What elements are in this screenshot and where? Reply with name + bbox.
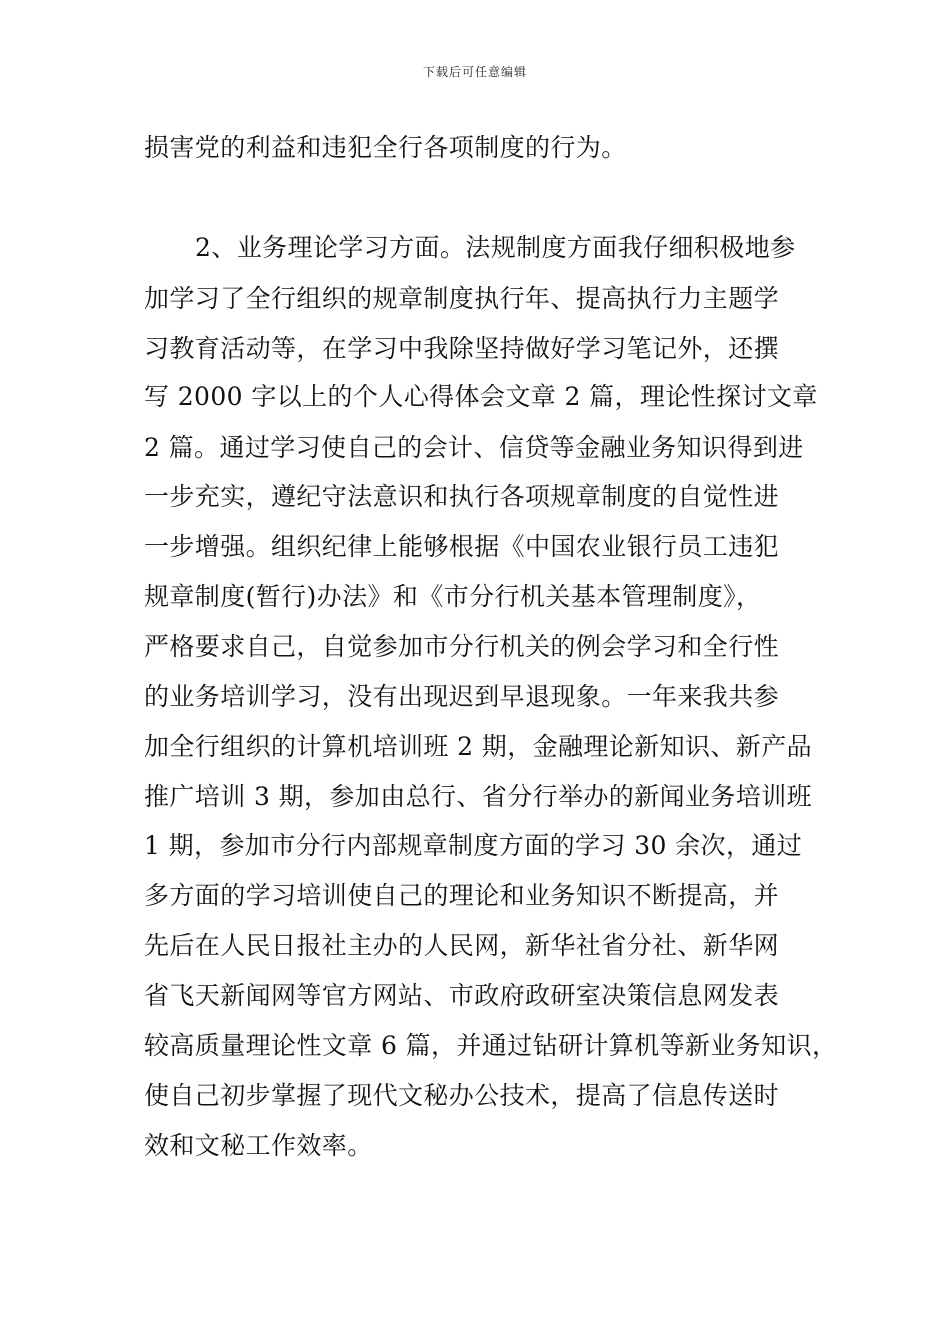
body-line-2: 2、业务理论学习方面。法规制度方面我仔细积极地参 <box>195 233 796 262</box>
body-line-10: 严格要求自己，自觉参加市分行机关的例会学习和全行性 <box>144 632 780 661</box>
body-line-5: 写 2000 字以上的个人心得体会文章 2 篇，理论性探讨文章 <box>144 382 818 411</box>
body-line-17: 省飞天新闻网等官方网站、市政府政研室决策信息网发表 <box>144 981 780 1010</box>
body-line-8: 一步增强。组织纪律上能够根据《中国农业银行员工违犯 <box>144 532 780 561</box>
body-line-15: 多方面的学习培训使自己的理论和业务知识不断提高，并 <box>144 881 780 910</box>
body-line-14: 1 期，参加市分行内部规章制度方面的学习 30 余次，通过 <box>144 831 803 860</box>
body-line-3: 加学习了全行组织的规章制度执行年、提高执行力主题学 <box>144 284 780 313</box>
body-line-19: 使自己初步掌握了现代文秘办公技术，提高了信息传送时 <box>144 1081 780 1110</box>
body-line-7: 一步充实，遵纪守法意识和执行各项规章制度的自觉性进 <box>144 482 780 511</box>
body-line-13: 推广培训 3 期，参加由总行、省分行举办的新闻业务培训班 <box>144 782 813 811</box>
body-line-1: 损害党的利益和违犯全行各项制度的行为。 <box>144 133 627 162</box>
body-line-16: 先后在人民日报社主办的人民网，新华社省分社、新华网 <box>144 931 780 960</box>
body-line-4: 习教育活动等，在学习中我除坚持做好学习笔记外，还撰 <box>144 334 780 363</box>
body-line-20: 效和文秘工作效率。 <box>144 1131 373 1160</box>
body-line-12: 加全行组织的计算机培训班 2 期，金融理论新知识、新产品 <box>144 732 813 761</box>
header-note: 下载后可任意编辑 <box>422 65 527 79</box>
body-line-18: 较高质量理论性文章 6 篇，并通过钻研计算机等新业务知识， <box>144 1031 838 1060</box>
body-line-6: 2 篇。通过学习使自己的会计、信贷等金融业务知识得到进 <box>144 433 804 462</box>
body-line-11: 的业务培训学习，没有出现迟到早退现象。一年来我共参 <box>144 682 780 711</box>
body-line-9: 规章制度(暂行)办法》和《市分行机关基本管理制度》， <box>144 582 762 611</box>
